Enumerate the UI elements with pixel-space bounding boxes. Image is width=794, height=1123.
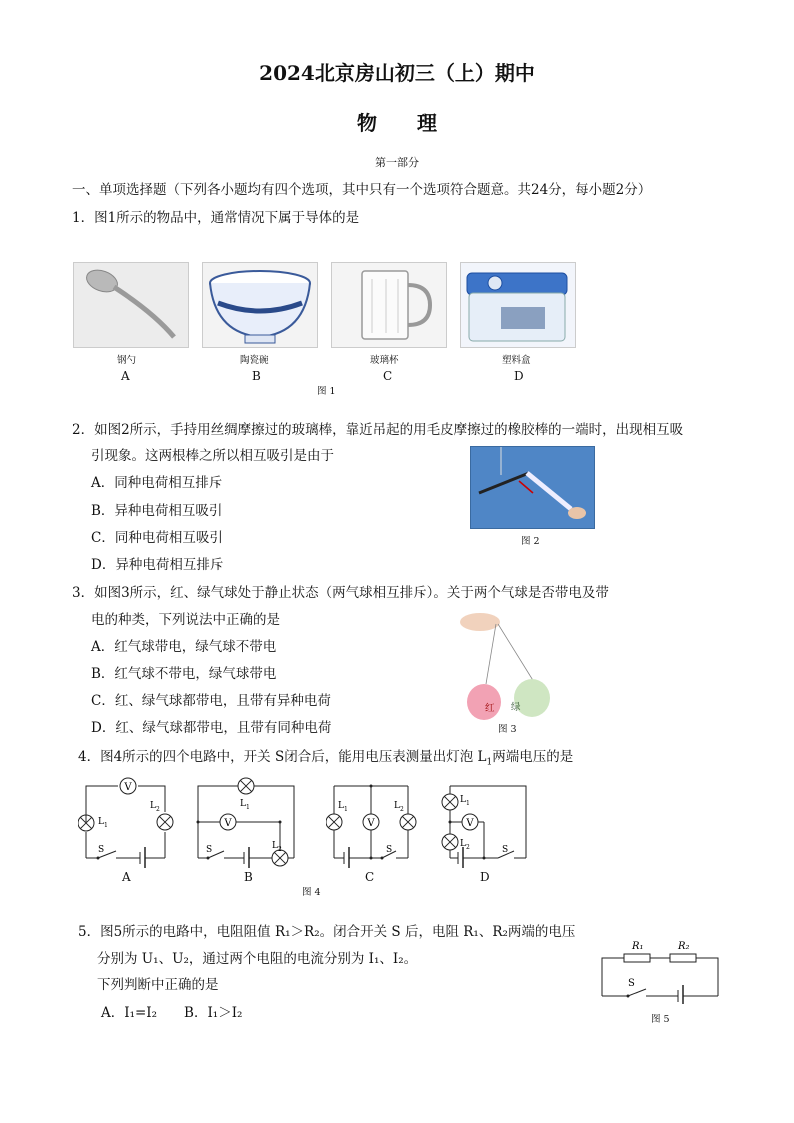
circuit-d-l1-sub: 1	[466, 800, 470, 807]
subject-title: 物 理	[357, 111, 437, 135]
circuit-b-l1-label: L	[240, 799, 246, 809]
fig5-switch-label: S	[628, 978, 635, 989]
circuit-b-switch-label: S	[206, 845, 213, 855]
q3-option-a: A．红气球带电，绿气球不带电	[91, 639, 277, 655]
q2-stem-line2: 引现象。这两根棒之所以相互吸引是由于	[91, 448, 334, 464]
circuit-c-letter: C	[365, 870, 375, 884]
plastic-box-icon	[461, 263, 575, 347]
q1-letter-c: C	[383, 369, 393, 383]
q1-caption-d: 塑料盒	[502, 355, 531, 366]
bowl-photo	[202, 262, 318, 348]
q3-option-d: D．红、绿气球都带电，且带有同种电荷	[91, 720, 332, 736]
q1-stem: 1．图1所示的物品中，通常情况下属于导体的是	[72, 210, 360, 226]
circuit-a-l1-label: L	[98, 817, 104, 827]
q1-figure-label: 图 1	[317, 386, 336, 397]
q3-stem-line2: 电的种类，下列说法中正确的是	[91, 612, 280, 628]
red-balloon	[467, 684, 501, 720]
bowl-icon	[203, 263, 317, 347]
circuit-a-letter: A	[122, 870, 131, 884]
fig5-r1-label: R₁	[632, 941, 644, 952]
spoon-icon	[74, 263, 188, 347]
circuit-fig5	[598, 936, 724, 1004]
q5-line2: 分别为 U₁、U₂，通过两个电阻的电流分别为 I₁、I₂。	[97, 951, 418, 967]
circuit-c-l2-sub: 2	[400, 806, 404, 813]
q3-figure-label: 图 3	[498, 724, 517, 735]
plastic-box-photo	[460, 262, 576, 348]
circuit-d-voltmeter-label: V	[466, 818, 474, 829]
circuit-c-l1-sub: 1	[344, 806, 348, 813]
circuit-a-l2-sub: 2	[156, 806, 160, 813]
q1-letter-b: B	[252, 369, 261, 383]
balloon-red-label: 红	[485, 703, 495, 714]
q1-caption-c: 玻璃杯	[370, 355, 399, 366]
q5-line3: 下列判断中正确的是	[97, 977, 219, 993]
q3-option-c: C．红、绿气球都带电，且带有异种电荷	[91, 693, 331, 709]
q2-option-d: D．异种电荷相互排斥	[91, 557, 224, 573]
circuit-c-switch-label: S	[386, 845, 393, 855]
circuit-c	[326, 772, 420, 868]
q1-caption-a: 钢勺	[117, 355, 137, 366]
circuit-b-letter: B	[244, 870, 253, 884]
circuit-a-l2-label: L	[150, 801, 156, 811]
circuit-a-voltmeter-label: V	[124, 782, 132, 793]
circuit-c-l1-label: L	[338, 801, 344, 811]
q2-figure-label: 图 2	[521, 536, 540, 547]
page-title: 2024北京房山初三（上）期中	[259, 61, 535, 85]
section-label: 第一部分	[375, 156, 419, 169]
circuit-b-l2-sub: 2	[278, 846, 282, 853]
q5-line1: 5．图5所示的电路中，电阻阻值 R₁＞R₂。闭合开关 S 后，电阻 R₁、R₂两端的电压	[78, 924, 576, 940]
q1-letter-d: D	[514, 369, 524, 383]
glass-cup-icon	[332, 263, 446, 347]
glass-photo	[331, 262, 447, 348]
q4-figure-label: 图 4	[302, 887, 321, 898]
q4-stem: 4．图4所示的四个电路中，开关 S闭合后，能用电压表测量出灯泡 $L_1$两端电压的是	[78, 749, 574, 768]
balloons-figure	[458, 606, 558, 722]
circuit-d-switch-label: S	[502, 845, 509, 855]
circuit-d-l1-label: L	[460, 795, 466, 805]
circuit-b	[194, 772, 298, 868]
circuit-a-l1-sub: 1	[104, 822, 108, 829]
circuit-a-switch-label: S	[98, 845, 105, 855]
q3-stem-line1: 3．如图3所示，红、绿气球处于静止状态（两气球相互排斥）。关于两个气球是否带电及带	[72, 585, 609, 601]
circuit-c-l2-label: L	[394, 801, 400, 811]
q2-stem-line1: 2．如图2所示，手持用丝绸摩擦过的玻璃棒，靠近吊起的用毛皮摩擦过的橡胶棒的一端时，出现相互吸	[72, 422, 684, 438]
circuit-b-l1-sub: 1	[246, 804, 250, 811]
q1-letter-a: A	[121, 369, 130, 383]
circuit-c-voltmeter-label: V	[367, 818, 375, 829]
circuit-b-l2-label: L	[272, 841, 278, 851]
circuit-a	[78, 772, 178, 868]
circuit-d	[438, 772, 532, 868]
q2-option-c: C．同种电荷相互吸引	[91, 530, 223, 546]
q5-options: A．I₁=I₂ B．I₁＞I₂	[101, 1005, 243, 1021]
circuit-d-l2-label: L	[460, 839, 466, 849]
spoon-photo	[73, 262, 189, 348]
balloon-green-label: 绿	[511, 702, 521, 713]
q1-caption-b: 陶瓷碗	[240, 355, 269, 366]
rods-icon	[471, 447, 594, 528]
q2-option-b: B．异种电荷相互吸引	[91, 503, 223, 519]
rods-photo	[470, 446, 595, 529]
q2-option-a: A．同种电荷相互排斥	[91, 475, 223, 491]
q3-option-b: B．红气球不带电，绿气球带电	[91, 666, 277, 682]
circuit-d-letter: D	[480, 870, 490, 884]
circuit-d-l2-sub: 2	[466, 844, 470, 851]
circuit-b-voltmeter-label: V	[224, 818, 232, 829]
q5-figure-label: 图 5	[651, 1014, 670, 1025]
fig5-r2-label: R₂	[678, 941, 690, 952]
section-instruction: 一、单项选择题（下列各小题均有四个选项，其中只有一个选项符合题意。共24分，每小题2分）	[72, 182, 652, 198]
